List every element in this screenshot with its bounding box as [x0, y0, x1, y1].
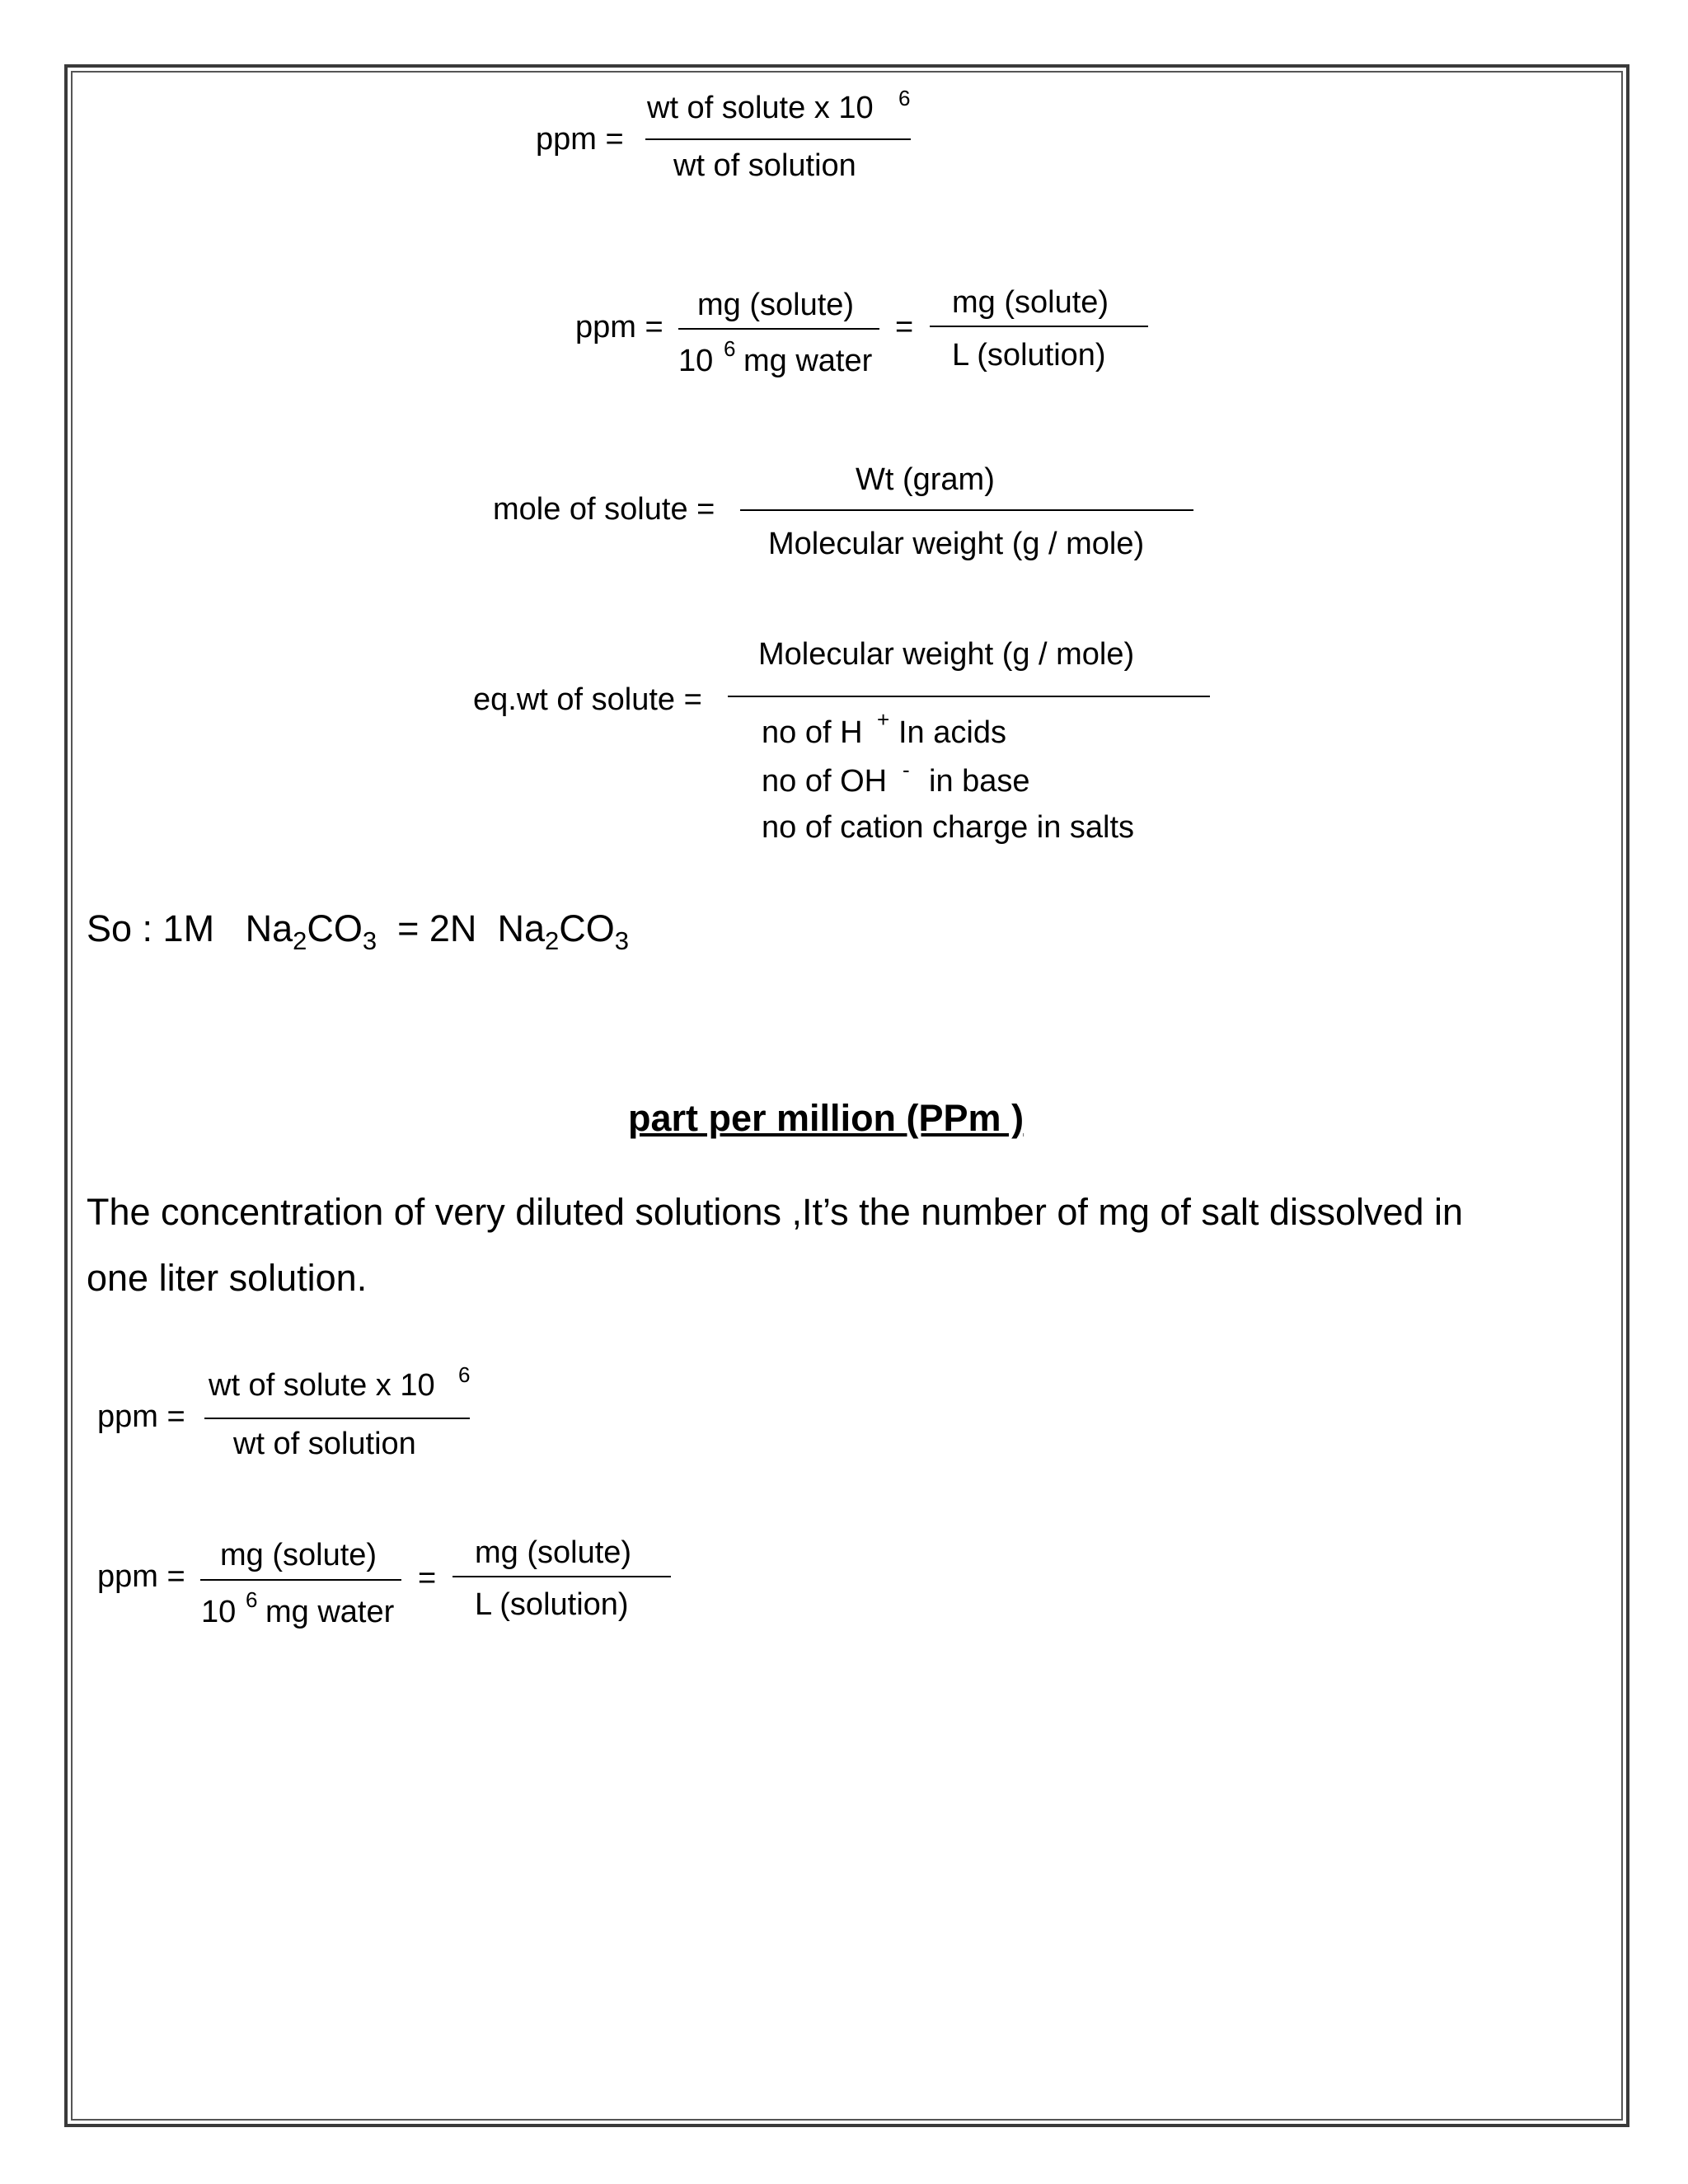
statement-middle: = 2N [397, 907, 477, 949]
subscript: 3 [614, 926, 629, 955]
fraction-bar [200, 1579, 401, 1581]
paragraph-line: The concentration of very diluted solutions ,It’s the number of mg of salt dissolved in [87, 1191, 1464, 1233]
formula-numerator: wt of solute x 10 [209, 1368, 435, 1403]
formula-superscript: 6 [246, 1587, 258, 1612]
formula-numerator: wt of solute x 10 [647, 91, 874, 125]
fraction-bar [452, 1576, 671, 1577]
formula-denominator-rest: mg water [743, 344, 873, 378]
formula-lhs: mole of solute = [493, 492, 715, 527]
denominator-base-rest: in base [929, 764, 1030, 799]
formula-denominator-base: 10 [201, 1595, 237, 1629]
formula-denominator: wt of solution [233, 1427, 416, 1461]
subscript: 2 [293, 926, 307, 955]
denominator-acids: no of H [762, 715, 863, 750]
statement-prefix: So : 1M [87, 907, 215, 949]
fraction-bar [930, 326, 1148, 327]
formula-superscript: 6 [458, 1362, 471, 1387]
formula-lhs: ppm = [575, 310, 663, 344]
fraction-bar [204, 1418, 470, 1419]
formula-na: Na [245, 907, 293, 949]
section-heading: part per million (PPm ) [628, 1097, 1025, 1139]
formula-lhs: eq.wt of solute = [473, 682, 702, 717]
formula-lhs: ppm = [97, 1399, 185, 1434]
formula-denominator: L (solution) [952, 338, 1106, 373]
denominator-acids-rest: In acids [898, 715, 1006, 750]
formula-numerator: Molecular weight (g / mole) [758, 637, 1135, 672]
fraction-bar [728, 696, 1210, 697]
formula-denominator: L (solution) [475, 1587, 629, 1622]
fraction-bar [645, 138, 911, 140]
formula-numerator: mg (solute) [697, 288, 855, 322]
denominator-salts: no of cation charge in salts [762, 810, 1135, 845]
formula-lhs: ppm = [536, 122, 624, 157]
formula-lhs: ppm = [97, 1559, 185, 1594]
normality-statement [87, 907, 629, 955]
formula-superscript: 6 [898, 86, 911, 110]
superscript-plus: + [877, 707, 890, 732]
equals-sign: = [418, 1561, 437, 1596]
formula-denominator: wt of solution [673, 148, 856, 183]
formula-denominator: Molecular weight (g / mole) [768, 527, 1145, 561]
formula-numerator: Wt (gram) [856, 462, 995, 497]
page-border-inner [71, 71, 1623, 2121]
formula-numerator: mg (solute) [220, 1538, 377, 1572]
subscript: 2 [544, 926, 560, 955]
formula-superscript: 6 [724, 336, 736, 361]
denominator-base: no of OH [762, 764, 888, 799]
formula-co: CO [307, 907, 363, 949]
subscript: 3 [362, 926, 377, 955]
fraction-bar [740, 509, 1193, 511]
formula-numerator: mg (solute) [952, 285, 1109, 320]
formula-na: Na [497, 907, 545, 949]
formula-denominator-base: 10 [678, 344, 714, 378]
formula-co: CO [559, 907, 615, 949]
formula-numerator: mg (solute) [475, 1535, 632, 1570]
fraction-bar [678, 328, 879, 330]
formula-denominator-rest: mg water [265, 1595, 395, 1629]
paragraph-line: one liter solution. [87, 1257, 368, 1299]
superscript-minus: - [903, 757, 910, 782]
equals-sign: = [895, 310, 914, 344]
